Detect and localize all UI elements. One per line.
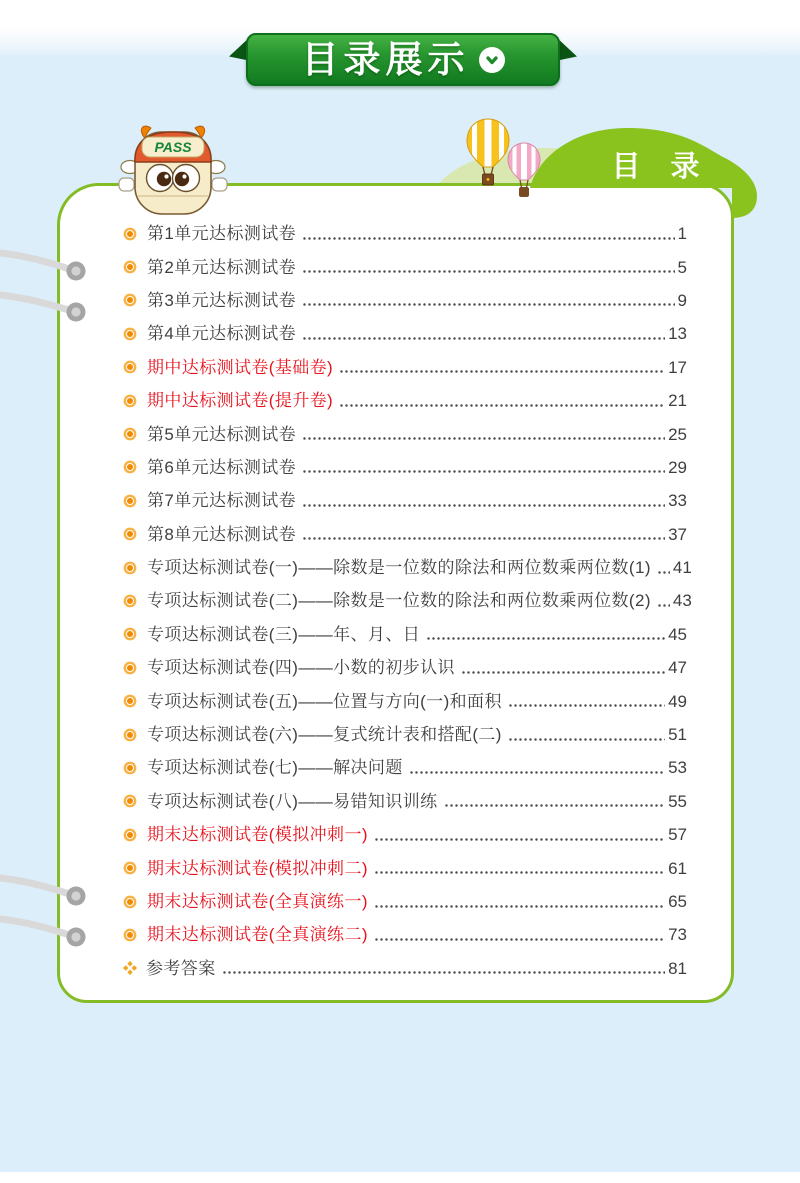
toc-item: [126, 384, 687, 417]
toc-item: [126, 417, 687, 450]
toc-item-label: 专项达标测试卷(八)——易错知识训练: [147, 791, 438, 811]
toc-item: [126, 751, 687, 784]
dotted-leader: [223, 971, 665, 974]
toc-item-label: 期末达标测试卷(全真演练二): [147, 925, 368, 945]
toc-item: [126, 684, 687, 717]
toc-item: [126, 317, 687, 350]
toc-item: [126, 250, 687, 283]
ring-bullet-icon: [126, 363, 134, 371]
dotted-leader: [303, 504, 665, 507]
toc-item-page-number: 5: [677, 257, 687, 277]
ring-bullet-icon: [126, 296, 134, 304]
toc-item: [126, 818, 687, 851]
ring-bullet-icon: [126, 330, 134, 338]
toc-item-label: 专项达标测试卷(四)——小数的初步认识: [147, 658, 455, 678]
ring-bullet-icon: [126, 263, 134, 271]
toc-item-label: 第7单元达标测试卷: [147, 491, 297, 511]
dotted-leader: [303, 437, 665, 440]
toc-item-label: 专项达标测试卷(一)——除数是一位数的除法和两位数乘两位数(1): [147, 558, 651, 578]
toc-item-page-number: 43: [672, 591, 692, 611]
toc-item: [126, 785, 687, 818]
dotted-leader: [375, 938, 665, 941]
toc-item-label: 专项达标测试卷(六)——复式统计表和搭配(二): [147, 725, 502, 745]
toc-banner: [246, 33, 560, 86]
page-title: 目 录: [611, 151, 711, 183]
toc-item-page-number: 29: [668, 457, 687, 477]
toc-item-label: 专项达标测试卷(二)——除数是一位数的除法和两位数乘两位数(2): [147, 591, 651, 611]
dotted-leader: [303, 537, 665, 540]
ring-bullet-icon: [126, 898, 134, 906]
toc-item-label: 专项达标测试卷(三)——年、月、日: [147, 624, 421, 644]
toc-item-page-number: 9: [677, 290, 687, 310]
toc-item-page-number: 21: [668, 391, 687, 411]
dotted-leader: [410, 771, 665, 774]
toc-item-page-number: 49: [668, 691, 687, 711]
dotted-leader: [375, 905, 665, 908]
toc-item-label: 第5单元达标测试卷: [147, 424, 297, 444]
toc-item: [126, 952, 687, 985]
toc-item-label: 专项达标测试卷(五)——位置与方向(一)和面积: [147, 691, 502, 711]
toc-list: [60, 186, 731, 985]
toc-item-page-number: 45: [668, 624, 687, 644]
ring-bullet-icon: [126, 597, 134, 605]
toc-item-page-number: 51: [668, 725, 687, 745]
toc-item-page-number: 55: [668, 791, 687, 811]
dotted-leader: [509, 738, 665, 741]
toc-item: [126, 918, 687, 951]
toc-item-label: 期中达标测试卷(提升卷): [147, 391, 334, 411]
dotted-leader: [462, 671, 665, 674]
toc-item-page-number: 65: [668, 892, 687, 911]
dotted-leader: [340, 404, 665, 407]
dotted-leader: [303, 303, 674, 306]
dotted-leader: [303, 337, 665, 340]
ring-bullet-icon: [126, 430, 134, 438]
mascot-label: PASS: [154, 139, 192, 155]
dotted-leader: [340, 370, 665, 373]
toc-item-label: 期末达标测试卷(全真演练一): [147, 892, 368, 911]
toc-item-page-number: 13: [668, 324, 687, 344]
toc-item: [126, 618, 687, 651]
toc-item-label: 第1单元达标测试卷: [147, 224, 297, 244]
toc-item: [126, 451, 687, 484]
ring-bullet-icon: [126, 797, 134, 805]
hot-air-balloon-pink-icon: [506, 141, 542, 199]
dotted-leader: [303, 237, 674, 240]
dotted-leader: [658, 604, 670, 607]
toc-item-page-number: 33: [668, 491, 687, 511]
ring-bullet-icon: [126, 230, 134, 238]
ring-bullet-icon: [126, 831, 134, 839]
toc-item-label: 第8单元达标测试卷: [147, 524, 297, 544]
toc-item-label: 第6单元达标测试卷: [147, 457, 297, 477]
toc-item-label: 参考答案: [146, 958, 216, 978]
ring-bullet-icon: [126, 630, 134, 638]
toc-item-page-number: 25: [668, 424, 687, 444]
ring-bullet-icon: [126, 731, 134, 739]
toc-item-page-number: 73: [668, 925, 687, 945]
toc-item-label: 期末达标测试卷(模拟冲刺二): [147, 858, 368, 878]
banner-title: 目录展示: [301, 39, 470, 80]
dotted-leader: [658, 571, 670, 574]
toc-item: [126, 284, 687, 317]
toc-item: [126, 885, 687, 918]
toc-item-page-number: 81: [668, 958, 687, 978]
toc-item-page-number: 41: [672, 558, 692, 578]
toc-item-label: 第4单元达标测试卷: [147, 324, 297, 344]
toc-item: [126, 217, 687, 250]
toc-item-label: 第2单元达标测试卷: [147, 257, 297, 277]
toc-item: [126, 584, 692, 617]
ring-bullet-icon: [126, 564, 134, 572]
toc-item: [126, 518, 687, 551]
toc-item-page-number: 1: [677, 224, 687, 244]
toc-item-page-number: 61: [668, 858, 687, 878]
toc-item-label: 期末达标测试卷(模拟冲刺一): [147, 825, 368, 845]
toc-item-page-number: 47: [668, 658, 687, 678]
ring-bullet-icon: [126, 697, 134, 705]
toc-item-label: 第3单元达标测试卷: [147, 290, 297, 310]
dotted-leader: [445, 804, 666, 807]
toc-item: [126, 551, 692, 584]
ring-bullet-icon: [126, 931, 134, 939]
ring-bullet-icon: [126, 764, 134, 772]
chevron-down-icon: [479, 47, 505, 73]
dotted-leader: [375, 838, 665, 841]
dotted-leader: [303, 470, 665, 473]
ring-bullet-icon: [126, 530, 134, 538]
toc-item-page-number: 57: [668, 825, 687, 845]
spiral-binding-icon: [0, 240, 100, 960]
dotted-leader: [303, 270, 674, 273]
ring-bullet-icon: [126, 664, 134, 672]
toc-item: [126, 651, 687, 684]
toc-item-label: 专项达标测试卷(七)——解决问题: [147, 758, 403, 778]
ring-bullet-icon: [126, 864, 134, 872]
toc-item: [126, 851, 687, 884]
toc-item-page-number: 17: [668, 357, 687, 377]
toc-card: [57, 183, 734, 1003]
ring-bullet-icon: [126, 463, 134, 471]
dotted-leader: [375, 871, 665, 874]
ring-bullet-icon: [126, 397, 134, 405]
diamond-bullet-icon: [123, 961, 137, 975]
ring-bullet-icon: [126, 497, 134, 505]
toc-item: [126, 351, 687, 384]
pass-mascot-icon: [118, 122, 228, 215]
toc-item-page-number: 37: [668, 524, 687, 544]
dotted-leader: [427, 637, 665, 640]
dotted-leader: [509, 704, 665, 707]
toc-item-page-number: 53: [668, 758, 687, 778]
toc-item-label: 期中达标测试卷(基础卷): [147, 357, 334, 377]
toc-item: [126, 484, 687, 517]
toc-item: [126, 718, 687, 751]
